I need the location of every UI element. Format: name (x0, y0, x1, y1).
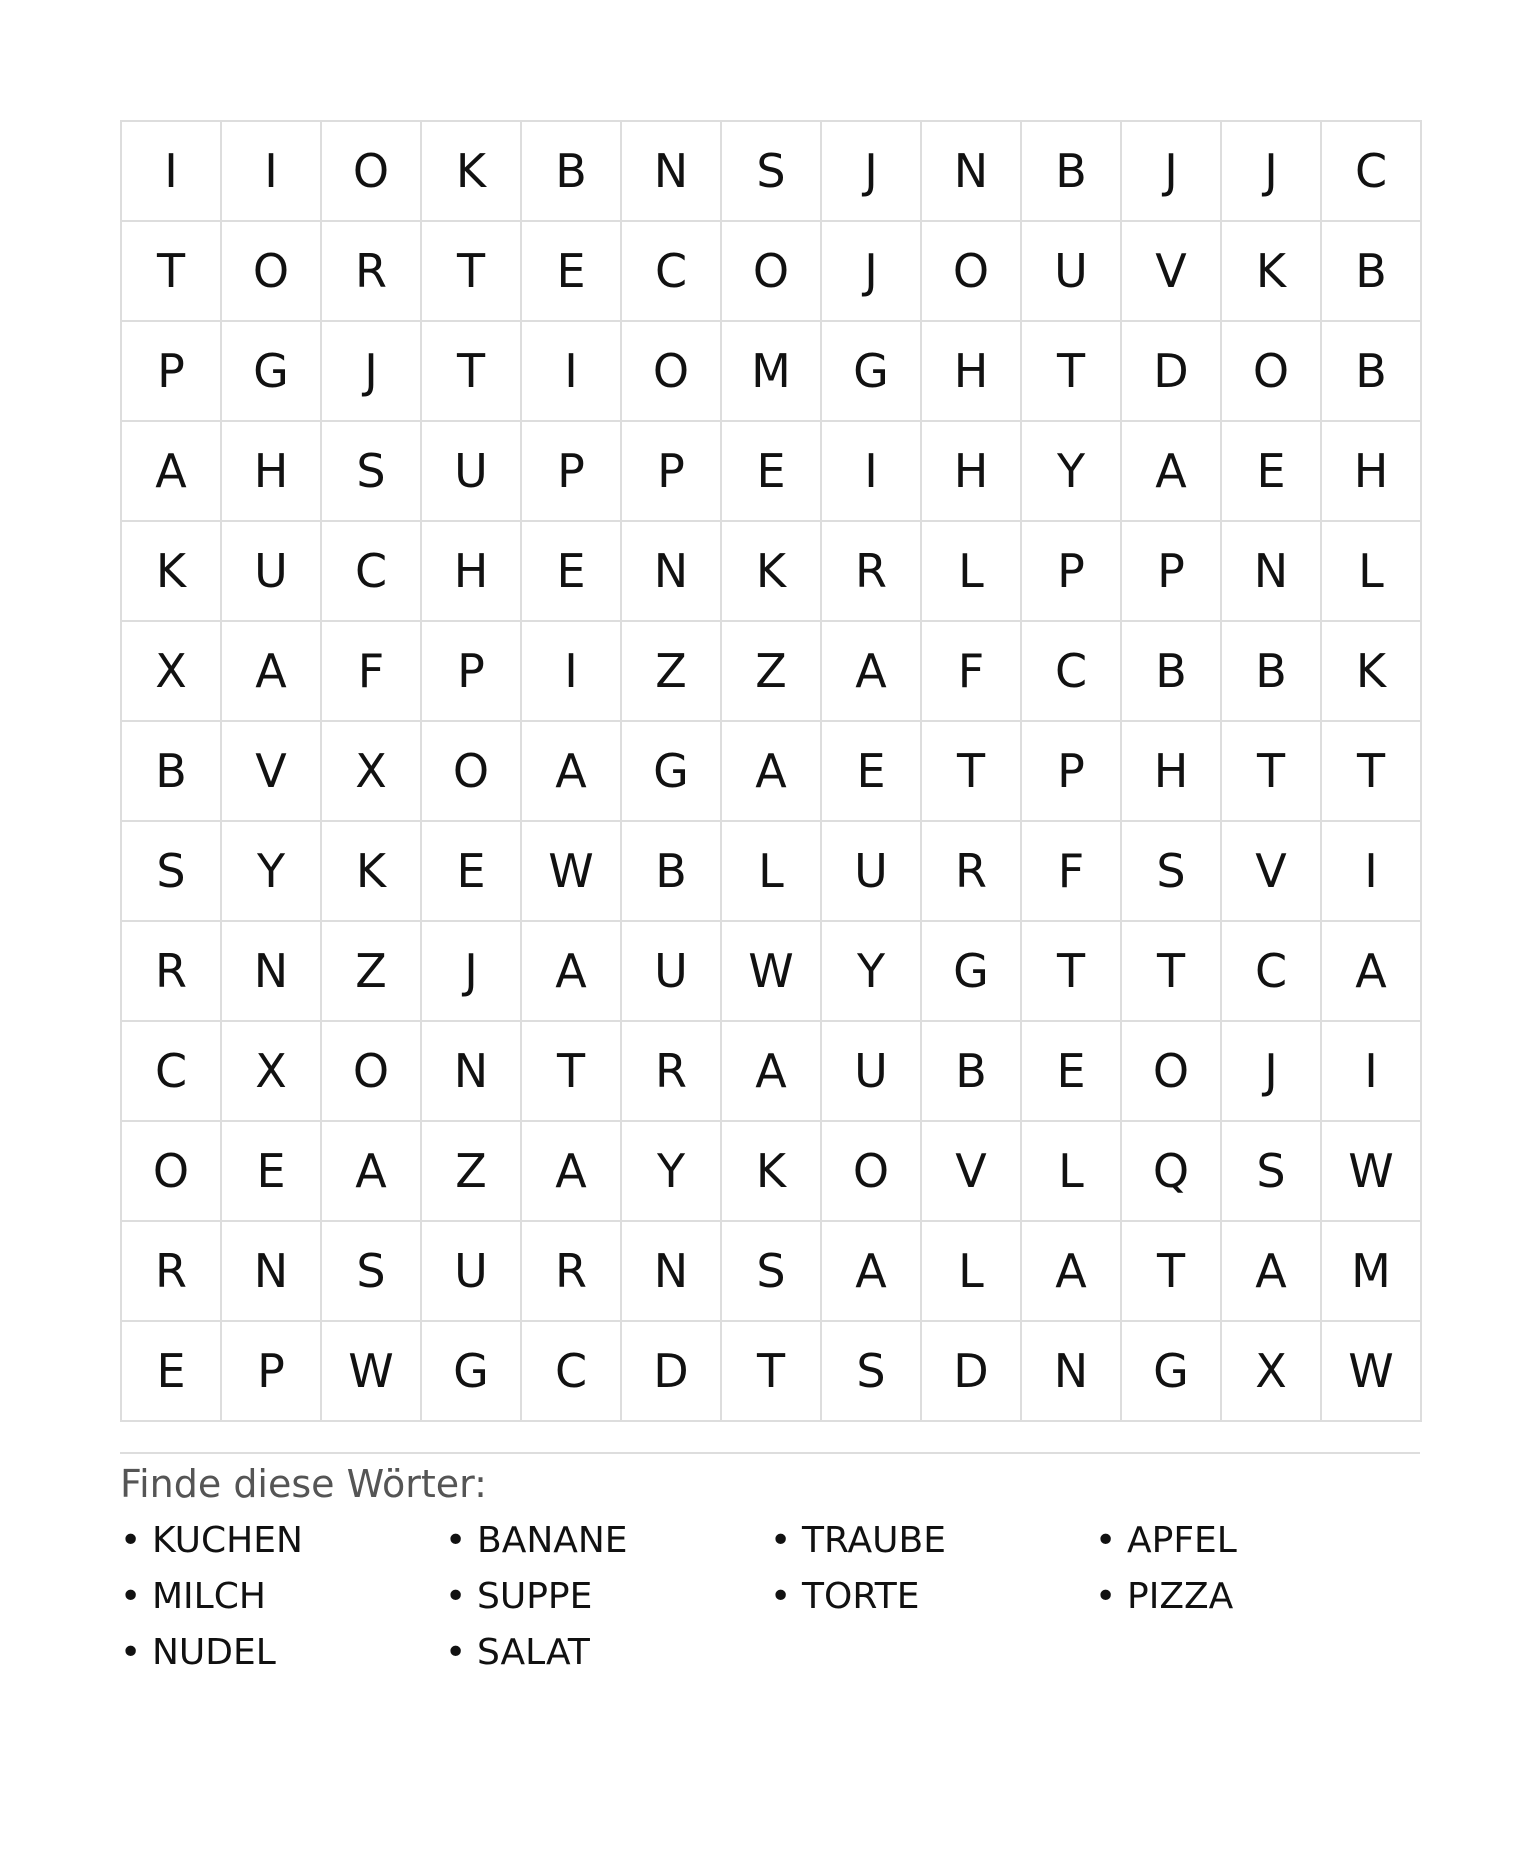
grid-cell[interactable]: D (922, 1322, 1022, 1422)
grid-cell[interactable]: O (822, 1122, 922, 1222)
grid-cell[interactable]: N (422, 1022, 522, 1122)
grid-cell[interactable]: U (422, 1222, 522, 1322)
grid-cell[interactable]: J (322, 322, 422, 422)
grid-cell[interactable]: G (622, 722, 722, 822)
grid-cell[interactable]: H (922, 322, 1022, 422)
word-label: SALAT (477, 1631, 590, 1673)
word-label: MILCH (152, 1575, 266, 1617)
grid-cell[interactable]: T (522, 1022, 622, 1122)
grid-cell[interactable]: N (1022, 1322, 1122, 1422)
grid-cell[interactable]: B (622, 822, 722, 922)
word-list-item (120, 1576, 445, 1618)
grid-cell[interactable]: B (1122, 622, 1222, 722)
grid-cell[interactable]: U (822, 822, 922, 922)
grid-cell[interactable]: K (722, 522, 822, 622)
grid-cell[interactable]: T (722, 1322, 822, 1422)
grid-cell[interactable]: E (822, 722, 922, 822)
grid-cell[interactable]: W (722, 922, 822, 1022)
grid-cell[interactable]: F (922, 622, 1022, 722)
grid-cell[interactable]: F (322, 622, 422, 722)
grid-cell[interactable]: B (1322, 322, 1422, 422)
bullet-icon: • (445, 1575, 467, 1617)
grid-cell[interactable]: Y (622, 1122, 722, 1222)
grid-cell[interactable]: B (1222, 622, 1322, 722)
grid-cell[interactable]: A (522, 722, 622, 822)
grid-cell[interactable]: Y (222, 822, 322, 922)
grid-cell[interactable]: A (322, 1122, 422, 1222)
bullet-icon: • (445, 1631, 467, 1673)
grid-cell[interactable]: I (522, 622, 622, 722)
grid-cell[interactable]: R (622, 1022, 722, 1122)
grid-cell[interactable]: A (522, 922, 622, 1022)
grid-cell[interactable]: G (1122, 1322, 1222, 1422)
grid-cell[interactable]: P (1022, 522, 1122, 622)
grid-cell[interactable]: H (1322, 422, 1422, 522)
word-list-item (445, 1576, 770, 1618)
grid-cell[interactable]: A (1022, 1222, 1122, 1322)
grid-cell[interactable]: R (322, 222, 422, 322)
grid-cell[interactable]: D (622, 1322, 722, 1422)
grid-cell[interactable]: O (1122, 1022, 1222, 1122)
grid-cell[interactable]: F (1022, 822, 1122, 922)
grid-cell[interactable]: P (1022, 722, 1122, 822)
bullet-icon: • (120, 1631, 142, 1673)
grid-cell[interactable]: C (622, 222, 722, 322)
word-list-item (770, 1576, 1095, 1618)
grid-cell[interactable]: N (622, 1222, 722, 1322)
grid-cell[interactable]: K (422, 122, 522, 222)
grid-cell[interactable]: X (122, 622, 222, 722)
grid-cell[interactable]: O (322, 122, 422, 222)
grid-cell[interactable]: U (222, 522, 322, 622)
word-list-item (445, 1632, 770, 1674)
grid-cell[interactable]: A (722, 1022, 822, 1122)
grid-cell[interactable]: V (222, 722, 322, 822)
grid-cell[interactable]: J (822, 222, 922, 322)
grid-cell[interactable]: U (1022, 222, 1122, 322)
grid-cell[interactable]: X (1222, 1322, 1322, 1422)
grid-cell[interactable]: A (822, 622, 922, 722)
grid-cell[interactable]: O (922, 222, 1022, 322)
grid-cell[interactable]: T (422, 322, 522, 422)
grid-cell[interactable]: S (322, 1222, 422, 1322)
grid-cell[interactable]: G (822, 322, 922, 422)
grid-cell[interactable]: K (722, 1122, 822, 1222)
grid-cell[interactable]: S (722, 122, 822, 222)
grid-cell[interactable]: T (422, 222, 522, 322)
grid-cell[interactable]: P (622, 422, 722, 522)
word-search-puzzle (120, 120, 1420, 1674)
grid-cell[interactable]: U (822, 1022, 922, 1122)
grid-cell[interactable]: G (922, 922, 1022, 1022)
grid-cell[interactable]: L (1022, 1122, 1122, 1222)
grid-cell[interactable]: T (1222, 722, 1322, 822)
word-label: TRAUBE (802, 1519, 946, 1561)
grid-cell[interactable]: V (922, 1122, 1022, 1222)
grid-cell[interactable]: R (122, 1222, 222, 1322)
grid-cell[interactable]: B (122, 722, 222, 822)
grid-cell[interactable]: N (922, 122, 1022, 222)
grid-cell[interactable]: T (1022, 322, 1122, 422)
grid-cell[interactable]: K (1222, 222, 1322, 322)
grid-cell[interactable]: J (1222, 122, 1322, 222)
grid-cell[interactable]: V (1122, 222, 1222, 322)
divider (120, 1452, 1420, 1454)
grid-cell[interactable]: C (1222, 922, 1322, 1022)
grid-cell[interactable]: M (1322, 1222, 1422, 1322)
grid-cell[interactable]: E (422, 822, 522, 922)
grid-cell[interactable]: U (622, 922, 722, 1022)
grid-cell[interactable]: B (922, 1022, 1022, 1122)
grid-cell[interactable]: K (1322, 622, 1422, 722)
bullet-icon: • (770, 1519, 792, 1561)
grid-cell[interactable]: O (122, 1122, 222, 1222)
grid-cell[interactable]: Y (1022, 422, 1122, 522)
word-label: APFEL (1127, 1519, 1237, 1561)
grid-cell[interactable]: I (222, 122, 322, 222)
grid-cell[interactable]: K (322, 822, 422, 922)
grid-cell[interactable]: B (522, 122, 622, 222)
grid-cell[interactable]: I (1322, 1022, 1422, 1122)
grid-cell[interactable]: A (522, 1122, 622, 1222)
grid-cell[interactable]: A (1322, 922, 1422, 1022)
grid-cell[interactable]: B (1322, 222, 1422, 322)
grid-cell[interactable]: Z (622, 622, 722, 722)
grid-cell[interactable]: J (422, 922, 522, 1022)
grid-cell[interactable]: O (322, 1022, 422, 1122)
grid-cell[interactable]: H (922, 422, 1022, 522)
grid-cell[interactable]: L (1322, 522, 1422, 622)
grid-cell[interactable]: E (1222, 422, 1322, 522)
grid-cell[interactable]: H (222, 422, 322, 522)
grid-cell[interactable]: S (1122, 822, 1222, 922)
word-label: NUDEL (152, 1631, 276, 1673)
grid-cell[interactable]: M (722, 322, 822, 422)
grid-cell[interactable]: J (822, 122, 922, 222)
word-list-item (120, 1632, 445, 1674)
grid-cell[interactable]: C (1022, 622, 1122, 722)
grid-cell[interactable]: B (1022, 122, 1122, 222)
word-label: SUPPE (477, 1575, 593, 1617)
grid-cell[interactable]: X (322, 722, 422, 822)
word-label: BANANE (477, 1519, 628, 1561)
word-label: PIZZA (1127, 1575, 1234, 1617)
grid-cell[interactable]: G (422, 1322, 522, 1422)
word-list (120, 1520, 1420, 1674)
grid-cell[interactable]: S (822, 1322, 922, 1422)
grid-cell[interactable]: Y (822, 922, 922, 1022)
grid-cell[interactable]: I (822, 422, 922, 522)
grid-cell[interactable]: Z (322, 922, 422, 1022)
grid-cell[interactable]: J (1222, 1022, 1322, 1122)
grid-cell[interactable]: W (522, 822, 622, 922)
word-label: TORTE (802, 1575, 920, 1617)
grid-cell[interactable]: C (1322, 122, 1422, 222)
grid-cell[interactable]: P (422, 622, 522, 722)
grid-cell[interactable]: R (922, 822, 1022, 922)
grid-cell[interactable]: W (1322, 1322, 1422, 1422)
grid-cell[interactable]: R (122, 922, 222, 1022)
letter-grid (120, 120, 1422, 1422)
grid-cell[interactable]: P (122, 322, 222, 422)
bullet-icon: • (445, 1519, 467, 1561)
grid-cell[interactable]: H (1122, 722, 1222, 822)
grid-cell[interactable]: L (922, 1222, 1022, 1322)
grid-cell[interactable]: S (1222, 1122, 1322, 1222)
word-list-item (120, 1520, 445, 1562)
grid-cell[interactable]: E (1022, 1022, 1122, 1122)
grid-cell[interactable]: V (1222, 822, 1322, 922)
bullet-icon: • (1095, 1519, 1117, 1561)
grid-cell[interactable]: O (622, 322, 722, 422)
grid-cell[interactable]: I (122, 122, 222, 222)
grid-cell[interactable]: T (1022, 922, 1122, 1022)
grid-cell[interactable]: N (1222, 522, 1322, 622)
grid-cell[interactable]: R (822, 522, 922, 622)
grid-cell[interactable]: I (522, 322, 622, 422)
grid-cell[interactable]: E (722, 422, 822, 522)
grid-cell[interactable]: Z (722, 622, 822, 722)
word-list-item (445, 1520, 770, 1562)
grid-cell[interactable]: W (1322, 1122, 1422, 1222)
grid-cell[interactable]: N (622, 522, 722, 622)
grid-cell[interactable]: O (1222, 322, 1322, 422)
word-label: KUCHEN (152, 1519, 303, 1561)
grid-cell[interactable]: A (1122, 422, 1222, 522)
grid-cell[interactable]: A (822, 1222, 922, 1322)
grid-cell[interactable]: A (1222, 1222, 1322, 1322)
bullet-icon: • (120, 1519, 142, 1561)
grid-cell[interactable]: O (722, 222, 822, 322)
grid-cell[interactable]: T (122, 222, 222, 322)
grid-cell[interactable]: X (222, 1022, 322, 1122)
grid-cell[interactable]: Z (422, 1122, 522, 1222)
grid-cell[interactable]: P (522, 422, 622, 522)
word-list-item (1095, 1576, 1420, 1618)
grid-cell[interactable]: E (522, 222, 622, 322)
grid-cell[interactable]: G (222, 322, 322, 422)
grid-cell[interactable]: T (922, 722, 1022, 822)
bullet-icon: • (770, 1575, 792, 1617)
grid-cell[interactable]: K (122, 522, 222, 622)
grid-cell[interactable]: D (1122, 322, 1222, 422)
grid-cell[interactable]: W (322, 1322, 422, 1422)
grid-cell[interactable]: A (122, 422, 222, 522)
grid-cell[interactable]: A (722, 722, 822, 822)
grid-cell[interactable]: T (1122, 922, 1222, 1022)
grid-cell[interactable]: A (222, 622, 322, 722)
word-list-item (1095, 1520, 1420, 1562)
grid-cell[interactable]: T (1322, 722, 1422, 822)
grid-cell[interactable]: S (322, 422, 422, 522)
word-list-item (770, 1520, 1095, 1562)
grid-cell[interactable]: C (322, 522, 422, 622)
grid-cell[interactable]: E (222, 1122, 322, 1222)
grid-cell[interactable]: C (522, 1322, 622, 1422)
grid-cell[interactable]: O (222, 222, 322, 322)
grid-cell[interactable]: H (422, 522, 522, 622)
grid-cell[interactable]: E (522, 522, 622, 622)
grid-cell[interactable]: N (222, 1222, 322, 1322)
grid-cell[interactable]: U (422, 422, 522, 522)
grid-cell[interactable]: R (522, 1222, 622, 1322)
grid-cell[interactable]: I (1322, 822, 1422, 922)
grid-cell[interactable]: E (122, 1322, 222, 1422)
grid-cell[interactable]: L (922, 522, 1022, 622)
grid-cell[interactable]: S (122, 822, 222, 922)
bullet-icon: • (1095, 1575, 1117, 1617)
grid-cell[interactable]: N (622, 122, 722, 222)
grid-cell[interactable]: S (722, 1222, 822, 1322)
grid-cell[interactable]: Q (1122, 1122, 1222, 1222)
grid-cell[interactable]: C (122, 1022, 222, 1122)
grid-cell[interactable]: P (222, 1322, 322, 1422)
grid-cell[interactable]: N (222, 922, 322, 1022)
grid-cell[interactable]: J (1122, 122, 1222, 222)
grid-cell[interactable]: O (422, 722, 522, 822)
words-heading: Finde diese Wörter: (120, 1462, 487, 1506)
grid-cell[interactable]: L (722, 822, 822, 922)
grid-cell[interactable]: T (1122, 1222, 1222, 1322)
bullet-icon: • (120, 1575, 142, 1617)
grid-cell[interactable]: P (1122, 522, 1222, 622)
